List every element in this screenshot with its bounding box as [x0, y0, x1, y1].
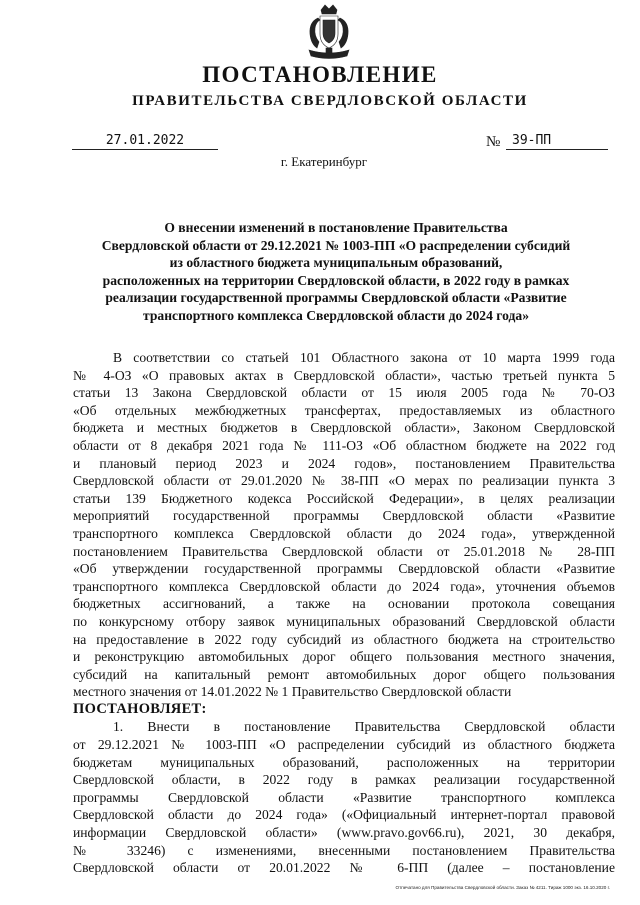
item1-line: Свердловской области, в 2022 году в рамках реализации государственной [73, 772, 615, 788]
body-line: В соответствии со статьей 101 Областного закона от 10 марта 1999 года [113, 350, 615, 365]
body-line: «Об утверждении государственной программы Свердловской области «Развитие [73, 561, 615, 577]
body-line: Свердловской области от 29.01.2020 № 38-ПП «О мерах по реализации пункта 3 [73, 473, 615, 489]
body-line: субсидий на капитальный ремонт автомобильных дорог общего пользования [73, 666, 615, 682]
body-line: местного значения от 14.01.2022 № 1 Правительство Свердловской области [73, 684, 512, 700]
body-line: и реконструкцию автомобильных дорог общего пользования местного значения, [73, 649, 615, 665]
item1-line: 1. Внести в постановление Правительства Свердловской области [113, 719, 615, 735]
heading-line: расположенных на территории Свердловской области, в 2022 году в рамках [102, 272, 570, 288]
heading-line: транспортного комплекса Свердловской области до 2024 года» [143, 307, 529, 323]
coat-of-arms-icon [303, 4, 355, 62]
item1-line: Свердловской области от 20.01.2022 № 6-ПП (далее – постановление [73, 860, 615, 876]
body-line: статьи 139 Бюджетного кодекса Российской Федерации», в целях реализации [73, 490, 615, 506]
item1-line: бюджетам муниципальных образований, расположенных на территории [73, 754, 615, 770]
item1-line: программы Свердловской области «Развитие транспортного комплекса [73, 789, 615, 805]
document-body [73, 349, 615, 877]
document-number: 39-ПП [506, 133, 608, 150]
body-line: № 4-ОЗ «О правовых актах в Свердловской области», частью третьей пункта 5 [73, 367, 615, 383]
body-line: «Об отдельных межбюджетных трансфертах, предоставляемых из областного [73, 402, 615, 418]
body-line: транспортного комплекса Свердловской области до 2024 года», уточнения объемов [73, 578, 615, 594]
document-date: 27.01.2022 [72, 133, 218, 150]
heading-line: Свердловской области от 29.12.2021 № 1003-ПП «О распределении субсидий [101, 237, 571, 253]
item1-line: информации Свердловской области» (www.pravo.gov66.ru), 2021, 30 декабря, [73, 825, 615, 841]
body-line: бюджета и местных бюджетов в Свердловской области», Законом Свердловской [73, 420, 615, 436]
decree-word: ПОСТАНОВЛЯЕТ: [73, 700, 207, 717]
city: г. Екатеринбург [280, 154, 368, 169]
heading-line: О внесении изменений в постановление Правительства [164, 220, 508, 235]
number-sign: № [486, 134, 501, 150]
body-line: на предоставление в 2022 году субсидий из областного бюджета на строительство [73, 631, 615, 647]
print-footer: Отпечатано для Правительства Свердловской области. Заказ № 4211. Тираж 1000 экз. 16.10.2020 г. [395, 885, 610, 890]
issuer-title: ПРАВИТЕЛЬСТВА СВЕРДЛОВСКОЙ ОБЛАСТИ [132, 93, 528, 109]
body-line: по конкурсному отбору заявок муниципальных образований Свердловской области [73, 613, 615, 629]
document-heading [70, 219, 602, 325]
body-line: статьи 13 Закона Свердловской области от 15 июля 2005 года № 70-ОЗ [73, 385, 615, 401]
item1-line: Свердловской области до 2024 года» («Официальный интернет-портал правовой [73, 807, 615, 823]
body-line: области от 8 декабря 2021 года № 111-ОЗ «Об областном бюджете на 2022 год [73, 437, 615, 453]
heading-line: из областного бюджета муниципальным образований, [169, 255, 503, 271]
body-line: бюджетных ассигнований, а также на основании протокола совещания [73, 596, 615, 612]
item1-line: от 29.12.2021 № 1003-ПП «О распределении субсидий из областного бюджета [73, 737, 615, 753]
body-line: и плановый период 2023 и 2024 годов», постановлением Правительства [73, 455, 615, 471]
document-type-title: ПОСТАНОВЛЕНИЕ [202, 62, 438, 87]
item1-line: № 33246) с изменениями, внесенными постановлением Правительства [73, 842, 615, 858]
body-line: транспортного комплекса Свердловской области до 2024 года», утвержденной [73, 525, 615, 541]
body-line: мероприятий государственной программы Свердловской области «Развитие [73, 508, 615, 524]
body-line: постановлением Правительства Свердловской области от 25.01.2018 № 28-ПП [73, 543, 615, 559]
heading-line: реализации государственной программы Свердловской области «Развитие [105, 290, 567, 306]
